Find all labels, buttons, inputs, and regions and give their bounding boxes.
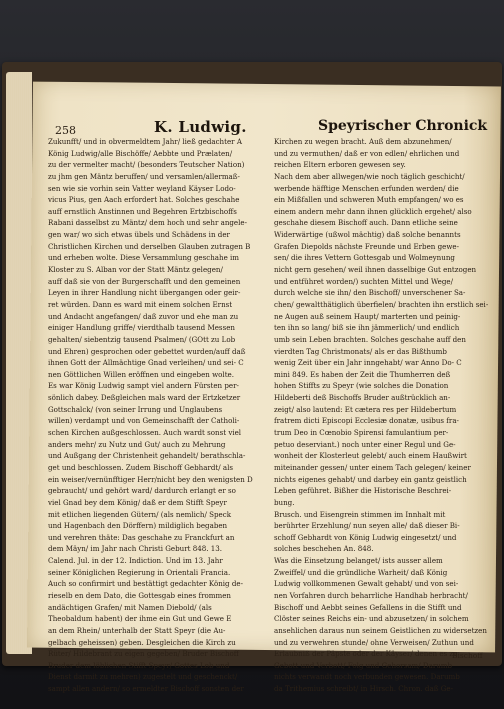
text-line: Erlaubniß der Päpste oder der Käyser/ denen es zu [274,649,458,659]
text-line: Rabani dasselbst zu Mäntz/ dem hoch und sehr angele- [48,218,247,228]
text-line: Was die Einsetzung belanget/ ists ausser allem [274,556,443,566]
text-line: und entführet worden/) suchten Mittel und Wege/ [274,276,454,286]
text-line: und Außgang der Christenheit gehandelt/ berathschla- [48,451,246,461]
text-line: durch welche sie ihn/ den Bischoff/ unverschener Sa- [274,288,466,298]
text-line: Grafen Diepolds nächste Freunde und Erben gewe- [274,241,460,251]
text-line: ansehlichen daraus nun seinem Geistlichen zu widersetzen [274,625,487,635]
text-line: Gottschalck/ (von seiner Irrung und Unglaubens [48,404,223,414]
text-line: Widerwärtige (ußwol mächtig) daß solche benannts [274,230,461,240]
text-line: Leben geführet. Bißher die Historische Beschrei- [274,486,452,496]
text-line: willen) verdampt und von Gemeinschafft der Catholi- [48,416,240,426]
text-line: viel Gnad bey dem König/ daß er dem Stifft Speyr [48,497,227,507]
text-line: sen/ die ihres Vettern Gottesgab und Wolmeynung [274,253,455,263]
text-line: nicht gern gesehen/ weil ihnen dasselbige Gut entzogen [274,265,477,275]
text-line: Auch so confirmirt und bestättigt gedachter König de- [48,579,243,589]
text-line: Nach dem aber allwegen/wie noch täglich geschicht/ [274,171,465,181]
text-line: Dienst darmit zu mehren) zugestelt und geschenckt/ [48,672,238,682]
text-line: wenig Zeit über ein Jahr inngehabt/ war Anno Do- C [274,358,462,368]
text-line: Brusch. und Eisengrein stimmen im Innhalt mit [274,509,446,519]
text-line: dem Mäyn/ im Jahr nach Christi Geburt 848. 13. [48,544,223,554]
text-line: solches beschehen An. 848. [274,544,374,554]
text-line: und verehren thäte: Das geschahe zu Franckfurt an [48,532,235,542]
text-line: gelbach geheissen) geben. Desgleichen die Kirch zu [48,637,236,647]
text-line: nichts verwandt noch verbunden gewesen. Darumb [274,672,460,682]
text-line: Zweiffel/ und die gründliche Warheit/ daß König [274,567,448,577]
text-line: ne Augen auß seinem Haupt/ marterten und peinig- [274,311,461,321]
text-line: vierdten Tag Christmonats/ als er das Bißthumb [274,346,447,356]
text-line: geschahe diesem Bischoff auch. Dann etliche seine [274,218,458,228]
text-line: ihnen Gott der Allmächtige Gnad verleihen/ und sei- C [48,358,244,368]
text-line: ein weiser/vernünfftiger Herr/nicht bey den wenigsten D [48,474,253,484]
text-line: Theobaldum habent) der ihme ein Gut und Gewe E [48,614,232,624]
text-line: und Hagenbach den Dörffern) mildiglich begaben [48,521,228,531]
text-line: seiner Königlichen Regierung in Orientali Francia. [48,567,231,577]
left-text-column [48,136,264,695]
text-line: vicus Pius, gen Aach erfordert hat. Solches geschahe [48,195,240,205]
text-line: Hildeberti deß Bischoffs Bruder außtrücklich an- [274,393,451,403]
text-line: werbende häfftige Menschen erfunden werden/ die [274,183,459,193]
text-line: Bischoff und Aebbt seines Gefallens in die Stifft und [274,602,462,612]
text-line: bung. [274,497,295,507]
text-line: da Trithemius schreibt/ in Hirsch. Chron. daß Ge- [274,684,453,694]
text-line: schoff Gebhardt von König Ludwig eingesetzt/ und [274,532,457,542]
text-line: Leyen in ihrer Handlung nicht übergangen oder geir- [48,288,241,298]
text-line: nen Göttlichen Willen eröffnen und eingeben wolte. [48,369,234,379]
text-line: Kloster zu S. Alban vor der Statt Mäntz gelegen/ [48,265,223,275]
text-line: hohen Stiffts zu Speyr (wie solches die Donation [274,381,449,391]
text-line: sönlich dabey. Deßgleichen mals ward der Ertzketzer [48,393,241,403]
text-line: König Ludwig/alle Bischöffe/ Aebbte und Prælaten/ [48,148,233,158]
text-line: mini 849. Es haben der Zeit die Thumherren deß [274,369,451,379]
text-line: sampt allen andern/ so ermeldter Bischoff sonsten der [48,684,244,694]
text-line: und erheben wolte. Diese Versammlung geschahe im [48,253,240,263]
text-line: zu jhm gen Mäntz beruffen/ und versamlen/allermaß- [48,171,240,181]
text-line: andächtigen Grafen/ mit Namen Diebold/ (als [48,602,212,612]
text-line: Zukunfft/ und in obvermeldtem Jahr/ ließ gedachter A [48,137,242,146]
running-head-left: K. Ludwig. [154,118,247,136]
text-line: einem andern mehr dann ihnen glücklich ergehet/ also [274,206,472,216]
text-line: gehalten/ siebentzig tausend Psalmen/ (GOtt zu Lob [48,334,236,344]
text-line: miteinander gessen/ unter einem Tach gelegen/ keiner [274,462,471,472]
text-line: Gebott und Verbott/ Folg und Gehorsam/ Darumb [274,660,453,670]
text-line: auff daß sie von der Burgerschafft und den gemeinen [48,276,241,286]
text-line: petuo deserviant.) noch unter einer Regul und Ge- [274,439,456,449]
text-line: sen wie sie vorhin sein Vatter weyland Käyser Lodo- [48,183,236,193]
text-line: Clöster seines Reichs ein- und abzusetzen/ in solchem [274,614,469,624]
text-line: an dem Rhein/ unterhalb der Statt Speyr (die Au- [48,625,226,635]
text-line: und Ehren) gesprochen oder gebettet wurden/auff daß [48,346,246,356]
text-line: rieselb en dem Dato, die Gottesgab eines frommen [48,590,231,600]
text-line: Ludwig vollkommenen Gewalt gehabt/ und von sei- [274,579,459,589]
text-line: ein Mißfallen und schweren Muth empfangen/ wo es [274,195,464,205]
text-line: nen Vorfahren durch beharrliche Handhab herbracht/ [274,590,468,600]
text-line: gen war/ wo sich etwas übels und Schädens in der [48,230,230,240]
catchword: Bischoff [452,651,483,660]
text-line: Bruder dem löblichen Stifft Speyr/ Gottes Lob und [48,660,230,670]
text-line: zu der vermelter macht/ (besonders Teutscher Nation) [48,160,245,170]
text-line: zeigt/ also lautend: Et cætera res per Hildebertum [274,404,457,414]
text-line: und zu verwehren stunde/ ohne Verweisen/ Zuthun und [274,637,474,647]
text-line: get und beschlossen. Zudem Bischoff Gebhardt/ als [48,462,234,472]
text-line: umb sein Leben brachten. Solches geschahe auff den [274,334,466,344]
page-number: 258 [55,124,76,137]
text-line: einiger Handlung griffe/ vierdthalb tausend Messen [48,323,235,333]
text-line: auff ernstlich Anstinnen und Begehren Ertzbischoffs [48,206,237,216]
text-line: und Andacht angefangen/ daß zuvor und ehe man zu [48,311,239,321]
text-line: ret würden. Dann es ward mit einem solchen Ernst [48,299,233,309]
text-line: Calend. Jul. in der 12. Indiction. Und im 13. Jahr [48,556,223,566]
text-line: Rüter/ Hildebrant zu eigen gegeben/ Bruder Bischoff [48,649,239,659]
right-text-column [274,136,492,695]
text-line: chen/ gewaltthätiglich überfielen/ brachten ihn erstlich sei- [274,299,489,309]
text-line: trum Deo in Cœnobio Spirensi famulantium per- [274,428,449,438]
text-line: ten ihn so lang/ biß sie ihn jämmerlich/ und endlich [274,323,460,333]
text-line: gebraucht/ und gehört ward/ dardurch erlangt er so [48,486,236,496]
text-line: Christlichen Kirchen und derselben Glauben zutragen B [48,241,251,251]
text-line: Es war König Ludwig sampt viel andern Fürsten per- [48,381,239,391]
text-line: und zu vermuthen/ daß er von edlen/ ehrlichen und [274,148,460,158]
text-line: anders mehr/ zu Nutz und Gut/ auch zu Mehrung [48,439,226,449]
text-line: reichen Eltern erboren gewesen sey. [274,160,406,170]
text-line: mit etlichen liegenden Gütern/ (als nemlich/ Speck [48,509,231,519]
text-line: wonheit der Klosterleut gelebt/ auch einem Haußwirt [274,451,467,461]
text-line: Kirchen zu wegen bracht. Auß dem abzunehmen/ [274,137,452,146]
running-head-right: Speyrischer Chronick [318,118,488,134]
text-line: nichts eigenes gehabt/ und darbey ein gantz geistlich [274,474,467,484]
text-line: berührter Erzehlung/ nun seyen alle/ daß dieser Bi- [274,521,460,531]
text-line: schen Kirchen außgeschlossen. Auch wardt sonst viel [48,428,242,438]
text-line: fratrem dicti Episcopi Ecclesiæ donatæ, usibus fra- [274,416,459,426]
